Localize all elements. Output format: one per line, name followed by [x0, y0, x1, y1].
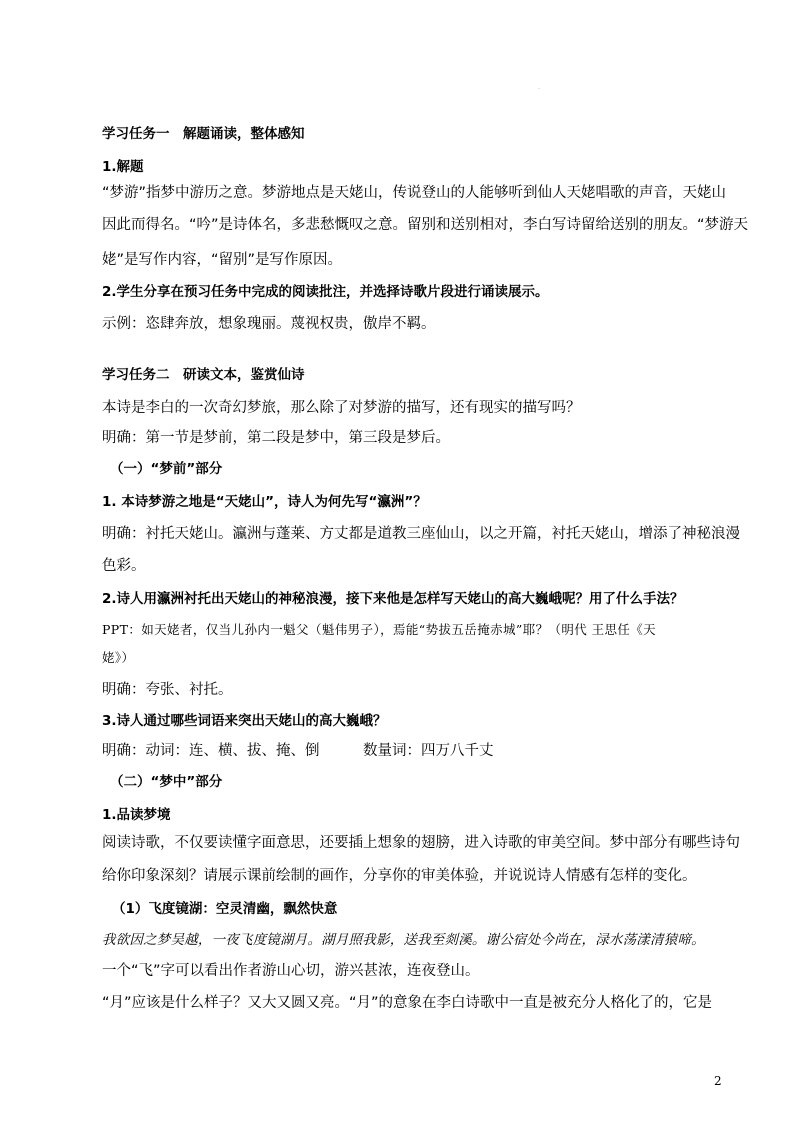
page-number: 2	[714, 1074, 722, 1088]
paragraph-line: 明确：第一节是梦前，第二段是梦中，第三段是梦后。	[102, 430, 450, 446]
subheading-title-explanation: 1.解题	[102, 159, 144, 175]
poem-line: 我欲因之梦吴越，一夜飞度镜湖月。湖月照我影，送我至剡溪。谢公宿处今尚在，渌水荡漾清猿啼。	[102, 932, 705, 948]
answer-line: 明确：动词：连、横、拔、掩、倒 数量词：四万八千丈	[102, 743, 494, 759]
question-2: 2.诗人用瀛洲衬托出天姥山的神秘浪漫，接下来他是怎样写天姥山的高大巍峨呢？用了什么手法？	[102, 591, 684, 607]
paragraph-line: 因此而得名。“吟”是诗体名，多悲愁慨叹之意。留别和送别相对，李白写诗留给送别的朋友。“梦游天	[102, 217, 749, 233]
question-1: 1. 本诗梦游之地是“天姥山”，诗人为何先写“瀛洲”？	[102, 494, 427, 510]
header-mark: ·	[538, 86, 540, 93]
section-heading-before-dream: （一）“梦前”部分	[110, 461, 223, 477]
subheading-flying-over-mirror-lake: （1）飞度镜湖：空灵清幽，飘然快意	[112, 901, 338, 917]
paragraph-line: 给你印象深刻？请展示课前绘制的画作，分享你的审美体验，并说说诗人情感有怎样的变化。	[102, 868, 697, 884]
paragraph-line: 阅读诗歌，不仅要读懂字面意思，还要插上想象的翅膀，进入诗歌的审美空间。梦中部分有哪些诗句	[102, 835, 740, 851]
ppt-quote-line: 姥》）	[102, 650, 135, 665]
answer-line: 明确：夸张、衬托。	[102, 682, 233, 698]
example-line: 示例：恣肆奔放，想象瑰丽。蔑视权贵，傲岸不羁。	[102, 316, 436, 332]
subheading-share: 2.学生分享在预习任务中完成的阅读批注，并选择诗歌片段进行诵读展示。	[102, 284, 549, 300]
paragraph-line: “梦游”指梦中游历之意。梦游地点是天姥山，传说登山的人能够听到仙人天姥唱歌的声音，天姥山	[102, 185, 727, 201]
answer-line: 色彩。	[102, 558, 146, 574]
answer-line: 明确：衬托天姥山。瀛洲与蓬莱、方丈都是道教三座仙山，以之开篇，衬托天姥山，增添了神秘浪漫	[102, 526, 740, 542]
heading-task-one: 学习任务一 解题诵读，整体感知	[102, 126, 305, 142]
question-3: 3.诗人通过哪些词语来突出天姥山的高大巍峨？	[102, 713, 387, 729]
paragraph-line: “月”应该是什么样子？又大又圆又亮。“月”的意象在李白诗歌中一直是被充分人格化了的，它是	[102, 995, 713, 1011]
paragraph-line: 姥”是写作内容，“留别”是写作原因。	[102, 252, 343, 268]
ppt-quote-line: PPT：如天姥者，仅当儿孙内一魁父（魁伟男子），焉能“势拔五岳掩赤城”耶？（明代 王思任《天	[102, 622, 657, 637]
paragraph-line: 一个“飞”字可以看出作者游山心切，游兴甚浓，连夜登山。	[102, 963, 480, 979]
paragraph-line: 本诗是李白的一次奇幻梦旅，那么除了对梦游的描写，还有现实的描写吗？	[102, 400, 581, 416]
heading-task-two: 学习任务二 研读文本，鉴赏仙诗	[102, 367, 305, 383]
section-heading-in-dream: （二）“梦中”部分	[110, 774, 223, 790]
subheading-reading-dream: 1.品读梦境	[102, 807, 171, 823]
